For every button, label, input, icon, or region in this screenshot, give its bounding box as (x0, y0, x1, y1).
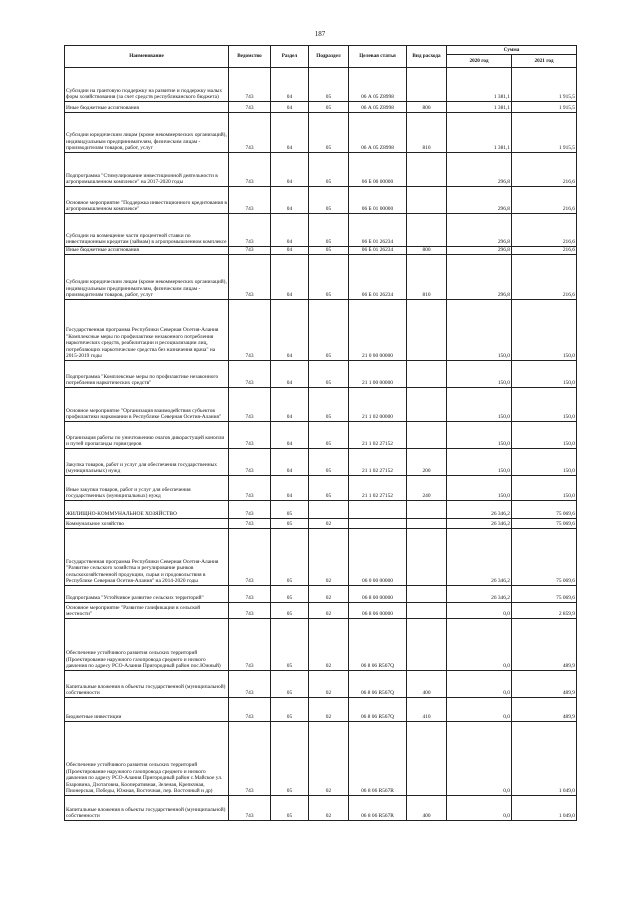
table-row (65, 501, 577, 519)
row-target-article: 21 0 00 00000 (349, 300, 407, 361)
row-target-article (349, 519, 407, 529)
row-department: 743 (229, 102, 271, 113)
table-row (65, 113, 577, 153)
row-target-article: 06 А 05 Z8998 (349, 68, 407, 102)
row-sum-2020: 1 381,1 (447, 113, 512, 153)
row-subsection: 05 (309, 153, 349, 187)
table-row (65, 247, 577, 255)
table-row (65, 586, 577, 603)
row-sum-2021: 489,9 (512, 698, 577, 722)
table-row (65, 422, 577, 449)
row-sum-2020: 0,0 (447, 698, 512, 722)
row-subsection: 05 (309, 300, 349, 361)
row-sum-2020: 296,8 (447, 187, 512, 214)
table-row (65, 300, 577, 361)
row-subsection: 02 (309, 603, 349, 619)
table-row (65, 449, 577, 476)
row-expense-type: 400 (407, 796, 447, 821)
row-sum-2020: 296,8 (447, 214, 512, 247)
table-row (65, 519, 577, 529)
table-row (65, 722, 577, 796)
row-sum-2021: 75 069,6 (512, 586, 577, 603)
row-section: 04 (271, 247, 309, 255)
row-section: 05 (271, 722, 309, 796)
row-department: 743 (229, 586, 271, 603)
row-name: Бюджетные инвестиции (65, 698, 229, 722)
row-name: Подпрограмма "Стимулирование инвестиционной деятельности в агропромышленном комплексе" на 2017-2020 годы (65, 153, 229, 187)
table-row (65, 255, 577, 300)
row-subsection (309, 501, 349, 519)
row-expense-type (407, 619, 447, 671)
row-subsection: 05 (309, 422, 349, 449)
header-department: Ведомство (229, 46, 271, 68)
row-sum-2021: 216,6 (512, 214, 577, 247)
row-sum-2021: 216,6 (512, 187, 577, 214)
row-target-article: 21 1 02 27152 (349, 449, 407, 476)
table-row (65, 102, 577, 113)
row-sum-2021: 75 069,6 (512, 501, 577, 519)
row-sum-2021: 2 859,9 (512, 603, 577, 619)
row-name: Закупка товаров, работ и услуг для обеспечения государственных (муниципальных) нужд (65, 449, 229, 476)
row-department: 743 (229, 529, 271, 586)
row-section: 04 (271, 187, 309, 214)
header-target-article: Целевая статья (349, 46, 407, 68)
row-subsection: 05 (309, 247, 349, 255)
row-section: 05 (271, 529, 309, 586)
row-section: 04 (271, 68, 309, 102)
table-row (65, 361, 577, 388)
row-expense-type (407, 300, 447, 361)
row-name: Капитальные вложения в объекты государственной (муниципальной) собственности (65, 796, 229, 821)
row-department: 743 (229, 113, 271, 153)
row-sum-2021: 1 049,0 (512, 796, 577, 821)
header-name: Наименование (65, 46, 229, 68)
row-expense-type: 810 (407, 113, 447, 153)
row-expense-type (407, 529, 447, 586)
table-row (65, 388, 577, 422)
row-subsection: 02 (309, 586, 349, 603)
row-department: 743 (229, 476, 271, 501)
row-subsection: 05 (309, 187, 349, 214)
row-target-article: 06 Б 01 26234 (349, 247, 407, 255)
row-target-article: 06 А 05 Z8998 (349, 113, 407, 153)
row-sum-2020: 0,0 (447, 796, 512, 821)
row-department: 743 (229, 449, 271, 476)
row-subsection: 05 (309, 361, 349, 388)
row-department: 743 (229, 422, 271, 449)
table-row (65, 698, 577, 722)
row-sum-2020: 150,0 (447, 422, 512, 449)
row-name: Иные закупки товаров, работ и услуг для обеспечения государственных (муниципальных) нужд (65, 476, 229, 501)
row-sum-2020: 1 381,1 (447, 68, 512, 102)
row-department: 743 (229, 300, 271, 361)
row-target-article: 06 8 06 R567R (349, 722, 407, 796)
row-name: Субсидии юридическим лицам (кроме некоммерческих организаций), индивидуальным предпринимателям, физическим лицам - производителям товаров, работ, услуг (65, 113, 229, 153)
row-subsection: 02 (309, 671, 349, 698)
row-department: 743 (229, 603, 271, 619)
row-name: Государственная программа Республики Северная Осетия-Алания "Комплексные меры по профилактике незаконного потребления наркотических средств, реабилитации и ресоциализации лиц, потребляющих наркотические средства без назначения врача" на 2015-2019 годы (65, 300, 229, 361)
row-sum-2021: 216,6 (512, 153, 577, 187)
row-subsection: 02 (309, 619, 349, 671)
row-target-article: 06 8 06 R567Q (349, 671, 407, 698)
row-sum-2021: 489,9 (512, 671, 577, 698)
row-name: Иные бюджетные ассигнования (65, 102, 229, 113)
row-name: Подпрограмма "Комплексные меры по профилактике незаконного потребления наркотических средств" (65, 361, 229, 388)
row-sum-2021: 75 069,6 (512, 519, 577, 529)
row-sum-2020: 296,8 (447, 255, 512, 300)
row-name: Иные бюджетные ассигнования (65, 247, 229, 255)
table-row (65, 214, 577, 247)
row-name: Обеспечение устойчивого развития сельских территорий (Проектирование наружного газопровода среднего и низкого давления по адресу РСО-Алания Пригородный район пос.Южный) (65, 619, 229, 671)
table-row (65, 68, 577, 102)
row-target-article: 06 8 06 R567Q (349, 619, 407, 671)
row-subsection: 02 (309, 796, 349, 821)
row-name: Основное мероприятие "Организация взаимодействия субъектов профилактики наркомании в Республике Северная Осетия-Алания" (65, 388, 229, 422)
row-expense-type: 400 (407, 671, 447, 698)
row-subsection: 05 (309, 214, 349, 247)
table-row (65, 476, 577, 501)
header-year-2020: 2020 год (447, 55, 512, 68)
header-expense-type: Вид расхода (407, 46, 447, 68)
row-expense-type (407, 214, 447, 247)
row-name: Основное мероприятие "Поддержка инвестиционного кредитования в агропромышленном комплексе" (65, 187, 229, 214)
row-department: 743 (229, 619, 271, 671)
row-target-article: 06 А 05 Z8998 (349, 102, 407, 113)
row-name: Коммунальное хозяйство (65, 519, 229, 529)
row-section: 05 (271, 586, 309, 603)
row-subsection: 05 (309, 68, 349, 102)
table-row (65, 153, 577, 187)
row-department: 743 (229, 255, 271, 300)
row-department: 743 (229, 214, 271, 247)
row-name: Государственная программа Республики Северная Осетия-Алания "Развитие сельского хозяйства и регулирование рынков сельскохозяйственной продукции, сырья и продовольствия в Республике Северная Осетия-Алания" на 2014-2020 годы (65, 529, 229, 586)
row-target-article: 06 8 00 00000 (349, 586, 407, 603)
row-target-article: 06 Б 01 26234 (349, 214, 407, 247)
header-section: Раздел (271, 46, 309, 68)
row-section: 05 (271, 603, 309, 619)
row-expense-type: 800 (407, 102, 447, 113)
row-sum-2020: 150,0 (447, 388, 512, 422)
row-subsection: 02 (309, 519, 349, 529)
row-sum-2020: 0,0 (447, 722, 512, 796)
header-subsection: Подраздел (309, 46, 349, 68)
row-subsection: 05 (309, 102, 349, 113)
row-sum-2020: 26 346,2 (447, 501, 512, 519)
row-sum-2020: 26 346,2 (447, 529, 512, 586)
row-name: Организация работы по уничтожению очагов дикорастущей конопли и путей пропаганды горвигдеров (65, 422, 229, 449)
row-target-article: 06 8 06 R567Q (349, 698, 407, 722)
header-year-2021: 2021 год (512, 55, 577, 68)
row-target-article: 06 Б 01 26234 (349, 255, 407, 300)
row-section: 05 (271, 698, 309, 722)
row-target-article: 21 1 02 00000 (349, 388, 407, 422)
row-expense-type (407, 586, 447, 603)
row-sum-2021: 489,9 (512, 619, 577, 671)
row-expense-type (407, 68, 447, 102)
row-subsection: 05 (309, 388, 349, 422)
row-name: Капитальные вложения в объекты государственной (муниципальной) собственности (65, 671, 229, 698)
row-subsection: 02 (309, 529, 349, 586)
row-target-article: 06 8 06 00000 (349, 603, 407, 619)
row-name: ЖИЛИЩНО-КОММУНАЛЬНОЕ ХОЗЯЙСТВО (65, 501, 229, 519)
row-expense-type (407, 722, 447, 796)
row-sum-2020: 26 346,2 (447, 519, 512, 529)
row-expense-type: 810 (407, 255, 447, 300)
row-section: 04 (271, 476, 309, 501)
row-name: Обеспечение устойчивого развития сельских территорий (Проектирование наружного газопровода среднего и низкого давления по адресу РСО-Алания Пригородный район с.Майское ул. Бзаровина, Дзотаговна, Кооперативная, Зеленая, Крепкчная, Пионерская, Победы, Южная, Восточная, пер. Восточный и др) (65, 722, 229, 796)
row-section: 04 (271, 361, 309, 388)
row-target-article: 06 8 06 R567R (349, 796, 407, 821)
row-sum-2021: 150,0 (512, 300, 577, 361)
row-expense-type (407, 519, 447, 529)
row-subsection: 02 (309, 722, 349, 796)
row-sum-2020: 296,8 (447, 247, 512, 255)
row-sum-2020: 0,0 (447, 619, 512, 671)
row-sum-2020: 296,8 (447, 153, 512, 187)
row-sum-2020: 150,0 (447, 361, 512, 388)
row-expense-type (407, 422, 447, 449)
table-row (65, 187, 577, 214)
row-department: 743 (229, 722, 271, 796)
row-expense-type: 240 (407, 476, 447, 501)
row-sum-2021: 150,0 (512, 449, 577, 476)
row-name: Субсидии на грантовую поддержку на развитие и поддержку малых форм хозяйствования (за счет средств республиканского бюджета) (65, 68, 229, 102)
row-subsection: 05 (309, 449, 349, 476)
row-section: 04 (271, 422, 309, 449)
row-sum-2021: 150,0 (512, 422, 577, 449)
row-subsection: 02 (309, 698, 349, 722)
row-expense-type: 410 (407, 698, 447, 722)
row-section: 05 (271, 501, 309, 519)
row-section: 04 (271, 300, 309, 361)
row-department: 743 (229, 501, 271, 519)
row-section: 05 (271, 671, 309, 698)
row-sum-2021: 216,6 (512, 247, 577, 255)
row-name: Субсидии юридическим лицам (кроме некоммерческих организаций), индивидуальным предпринимателям, физическим лицам - производителям товаров, работ, услуг (65, 255, 229, 300)
row-expense-type (407, 388, 447, 422)
row-sum-2021: 75 069,6 (512, 529, 577, 586)
row-sum-2021: 150,0 (512, 388, 577, 422)
row-sum-2020: 150,0 (447, 300, 512, 361)
row-sum-2020: 150,0 (447, 476, 512, 501)
row-sum-2021: 1 049,0 (512, 722, 577, 796)
row-department: 743 (229, 247, 271, 255)
row-section: 04 (271, 214, 309, 247)
budget-table (64, 45, 577, 821)
table-row (65, 619, 577, 671)
row-department: 743 (229, 796, 271, 821)
row-department: 743 (229, 68, 271, 102)
row-target-article: 21 1 02 27152 (349, 422, 407, 449)
page-number: 187 (314, 30, 326, 38)
row-section: 04 (271, 255, 309, 300)
row-subsection: 05 (309, 255, 349, 300)
table-row (65, 671, 577, 698)
row-sum-2020: 150,0 (447, 449, 512, 476)
row-section: 04 (271, 449, 309, 476)
row-sum-2021: 150,0 (512, 476, 577, 501)
row-sum-2021: 1 915,5 (512, 113, 577, 153)
row-target-article (349, 501, 407, 519)
row-name: Подпрограмма "Устойчивое развитие сельских территорий" (65, 586, 229, 603)
row-department: 743 (229, 519, 271, 529)
row-sum-2020: 1 381,1 (447, 102, 512, 113)
row-section: 04 (271, 153, 309, 187)
table-row (65, 529, 577, 586)
row-target-article: 21 1 02 27152 (349, 476, 407, 501)
row-section: 05 (271, 619, 309, 671)
row-section: 05 (271, 796, 309, 821)
row-name: Субсидии на возмещение части процентной ставки по инвестиционным кредитам (займам) в агропромышленном комплексе (65, 214, 229, 247)
row-target-article: 21 1 00 00000 (349, 361, 407, 388)
row-section: 04 (271, 102, 309, 113)
row-sum-2021: 216,6 (512, 255, 577, 300)
row-section: 04 (271, 388, 309, 422)
table-row (65, 796, 577, 821)
row-sum-2021: 1 915,5 (512, 102, 577, 113)
row-department: 743 (229, 153, 271, 187)
row-target-article: 06 Б 00 00000 (349, 153, 407, 187)
row-subsection: 05 (309, 476, 349, 501)
row-department: 743 (229, 671, 271, 698)
row-sum-2021: 1 915,5 (512, 68, 577, 102)
row-section: 04 (271, 113, 309, 153)
row-target-article: 06 0 00 00000 (349, 529, 407, 586)
row-sum-2021: 150,0 (512, 361, 577, 388)
row-expense-type: 200 (407, 449, 447, 476)
row-department: 743 (229, 187, 271, 214)
row-name: Основное мероприятие "Развитие газификации в сельской местности" (65, 603, 229, 619)
row-sum-2020: 0,0 (447, 603, 512, 619)
row-target-article: 06 Б 01 00000 (349, 187, 407, 214)
row-department: 743 (229, 698, 271, 722)
row-expense-type (407, 603, 447, 619)
row-expense-type (407, 501, 447, 519)
row-expense-type (407, 153, 447, 187)
header-sum: Сумма (447, 46, 577, 55)
row-sum-2020: 0,0 (447, 671, 512, 698)
row-department: 743 (229, 388, 271, 422)
row-expense-type (407, 361, 447, 388)
row-expense-type (407, 187, 447, 214)
table-row (65, 603, 577, 619)
row-section: 05 (271, 519, 309, 529)
row-expense-type: 800 (407, 247, 447, 255)
row-subsection: 05 (309, 113, 349, 153)
row-sum-2020: 26 346,2 (447, 586, 512, 603)
row-department: 743 (229, 361, 271, 388)
